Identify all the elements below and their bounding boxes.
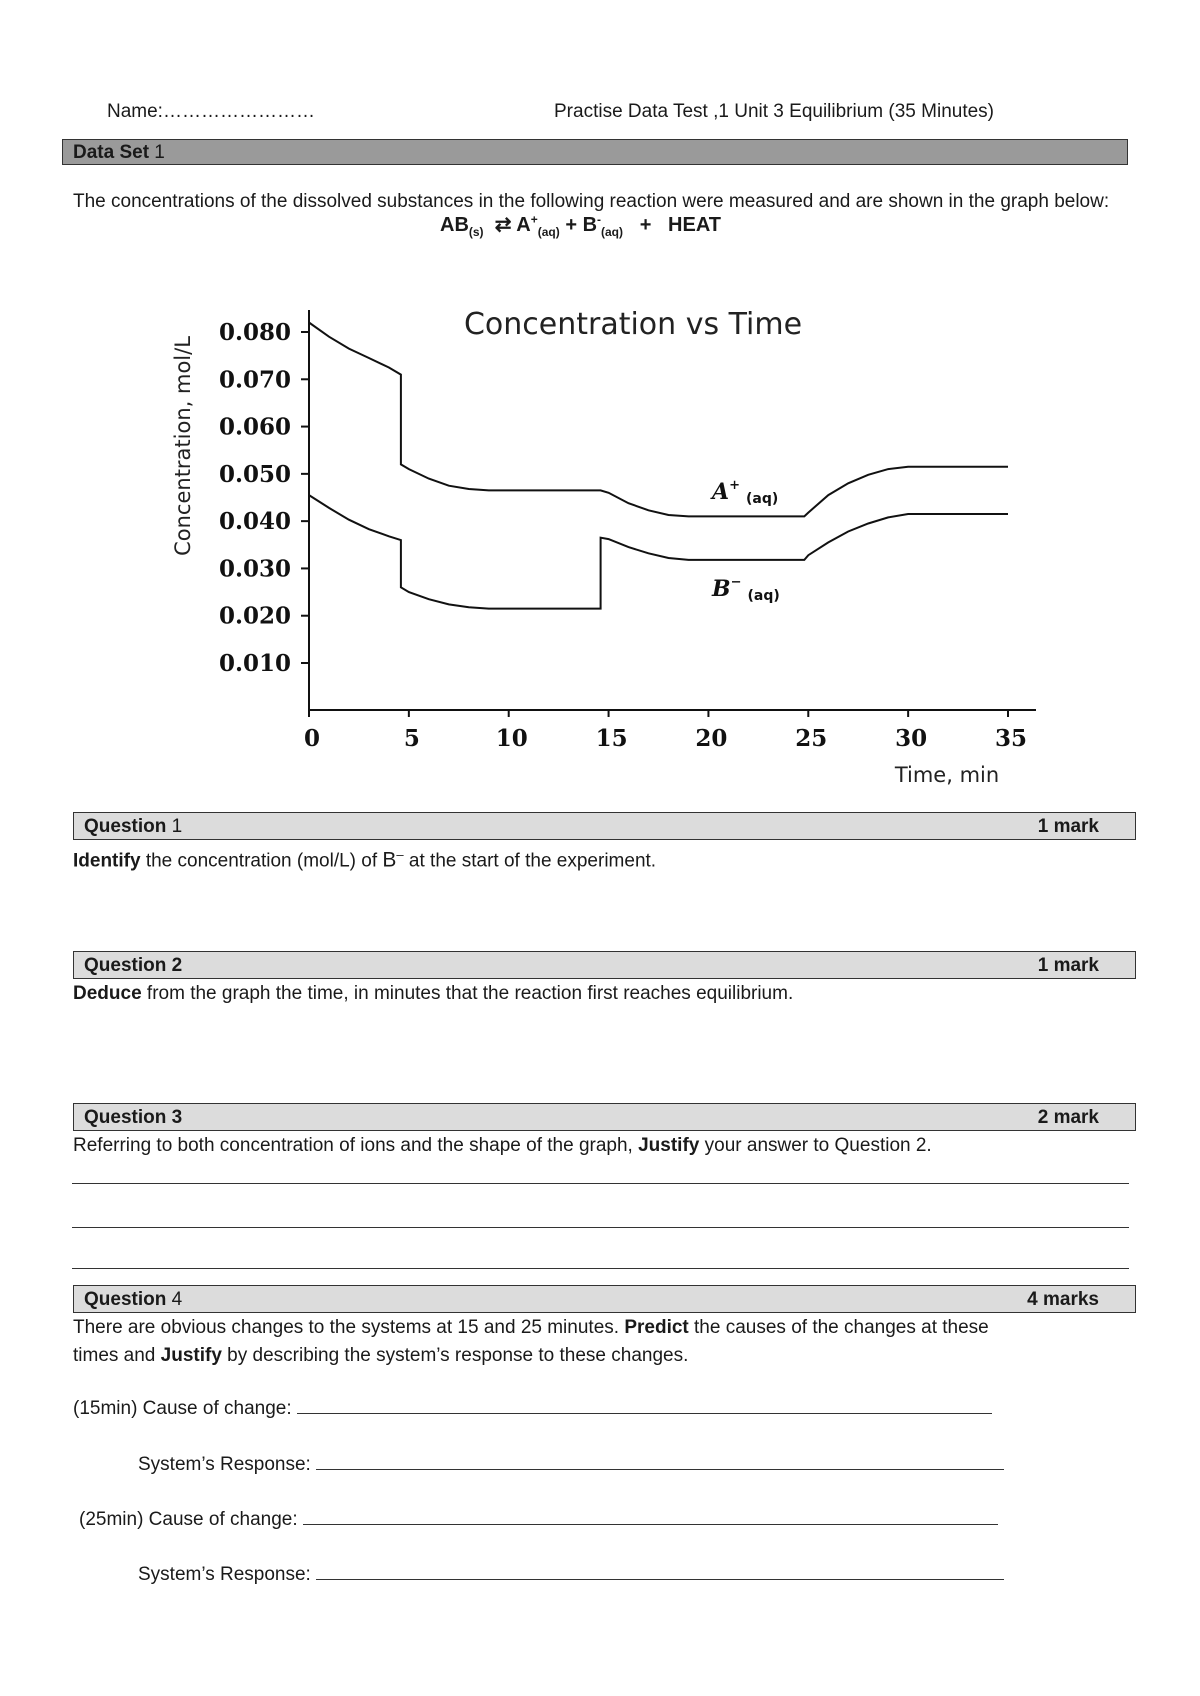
question-3-text-after: your answer to Question 2. (699, 1135, 932, 1156)
y-axis-label: Concentration, mol/L (171, 336, 195, 556)
answer-line-2[interactable] (72, 1227, 1129, 1228)
prompt-25min-cause (79, 1506, 998, 1534)
question-1-number: 1 (166, 816, 183, 837)
data-set-number: 1 (149, 142, 165, 163)
x-tick-label: 0 (303, 725, 321, 752)
answer-line-1[interactable] (72, 1183, 1129, 1184)
prompt-15min-cause-label: (15min) Cause of change: (73, 1398, 292, 1419)
question-4-label: Question (84, 1289, 167, 1310)
question-4-line1-before: There are obvious changes to the systems at 15 and 25 minutes. (73, 1317, 625, 1338)
series-a-symbol: A (712, 479, 730, 505)
series-a-plus-line (309, 323, 1008, 517)
series-a-label (710, 478, 778, 507)
series-b-label (711, 575, 780, 604)
eq-plus-2: + (639, 214, 652, 236)
y-tick-label: 0.040 (218, 508, 291, 536)
answer-25min-cause[interactable] (303, 1506, 998, 1525)
question-3-header (73, 1103, 1136, 1131)
eq-heat: HEAT (668, 214, 722, 236)
question-1-text (73, 841, 1133, 875)
x-tick-label: 30 (895, 725, 928, 752)
data-set-label: Data Set (73, 142, 150, 163)
answer-25min-response[interactable] (316, 1561, 1004, 1580)
answer-15min-response[interactable] (316, 1451, 1004, 1470)
question-1-species-charge: – (396, 847, 404, 862)
y-tick-label: 0.070 (218, 366, 291, 394)
question-2-text (73, 980, 1133, 1008)
series-a-state: (aq) (745, 491, 779, 507)
eq-reactant-state: (s) (468, 225, 484, 239)
question-3-verb: Justify (638, 1135, 700, 1156)
question-3-text-before: Referring to both concentration of ions and the shape of the graph, (73, 1135, 639, 1156)
series-b-state: (aq) (747, 588, 780, 604)
eq-product2-state: (aq) (601, 225, 624, 239)
question-4-mark: 4 marks (1027, 1289, 1099, 1310)
x-tick-label: 20 (695, 725, 728, 752)
question-1-verb: Identify (73, 850, 141, 872)
answer-15min-cause[interactable] (297, 1395, 992, 1414)
y-tick-label: 0.060 (218, 413, 291, 441)
name-field-label: Name:…………………… (107, 101, 315, 122)
question-4-text (73, 1314, 1133, 1370)
equilibrium-arrow-icon: ⇄ (494, 214, 512, 236)
question-4-line1-after: the causes of the changes at these (688, 1317, 989, 1338)
question-4-line-1 (73, 1314, 1133, 1342)
question-2-label: Question 2 (84, 955, 183, 976)
question-2-header (73, 951, 1136, 979)
question-4-line2-after: by describing the system’s response to these changes. (221, 1345, 689, 1366)
concentration-chart (0, 0, 1200, 800)
y-tick-label: 0.010 (218, 650, 291, 677)
question-1-species: B (382, 848, 397, 872)
y-tick-label: 0.080 (218, 319, 291, 346)
eq-reactant: AB (440, 214, 469, 236)
prompt-25min-response (138, 1561, 1004, 1589)
question-4-verb-1: Predict (624, 1317, 689, 1338)
question-1-header (73, 812, 1136, 840)
question-2-text-after: from the graph the time, in minutes that the reaction first reaches equilibrium. (141, 983, 794, 1004)
question-4-line2-before: times and (73, 1345, 161, 1366)
prompt-25min-response-label: System’s Response: (138, 1564, 311, 1585)
prompt-15min-response-label: System’s Response: (138, 1454, 311, 1475)
prompt-15min-response (138, 1451, 1004, 1479)
chart-title: Concentration vs Time (463, 307, 803, 342)
x-axis-label: Time, min (894, 763, 1000, 787)
eq-product2: B (582, 214, 598, 236)
question-1-mark: 1 mark (1037, 816, 1099, 837)
eq-plus-1: + (565, 214, 577, 236)
y-tick-label: 0.020 (218, 602, 291, 630)
test-title: Practise Data Test ,1 Unit 3 Equilibrium (35 Minutes) (554, 101, 994, 122)
x-tick-label: 10 (495, 725, 528, 752)
question-3-text (73, 1132, 1133, 1160)
series-b-symbol: B (712, 576, 731, 602)
y-tick-label: 0.050 (218, 460, 291, 488)
prompt-15min-cause (73, 1395, 992, 1423)
answer-line-3[interactable] (72, 1268, 1129, 1269)
eq-product2-charge: - (597, 212, 602, 227)
eq-product1-charge: + (530, 212, 538, 227)
question-4-verb-2: Justify (160, 1345, 222, 1366)
question-4-line-2 (73, 1342, 1133, 1370)
question-1-text-after: at the start of the experiment. (403, 850, 657, 872)
question-3-mark: 2 mark (1037, 1107, 1099, 1128)
prompt-25min-cause-label: (25min) Cause of change: (79, 1509, 298, 1530)
series-b-charge: − (730, 575, 742, 590)
y-tick-label: 0.030 (218, 555, 291, 583)
question-1-text-before: the concentration (mol/L) of (140, 850, 383, 872)
question-4-header (73, 1285, 1136, 1313)
eq-product1: A (516, 214, 531, 236)
x-tick-label: 5 (403, 725, 420, 752)
x-tick-label: 15 (595, 725, 628, 752)
question-2-verb: Deduce (73, 983, 142, 1004)
question-3-label: Question 3 (84, 1107, 183, 1128)
eq-product1-state: (aq) (537, 225, 560, 239)
x-tick-label: 35 (994, 725, 1028, 752)
question-2-mark: 1 mark (1037, 955, 1099, 976)
series-a-charge: + (729, 478, 740, 493)
x-tick-label: 25 (795, 725, 828, 752)
intro-text: The concentrations of the dissolved substances in the following reaction were measured and are shown in the graph below: (73, 191, 1110, 212)
question-1-label: Question (84, 816, 167, 837)
question-4-number: 4 (166, 1289, 183, 1310)
